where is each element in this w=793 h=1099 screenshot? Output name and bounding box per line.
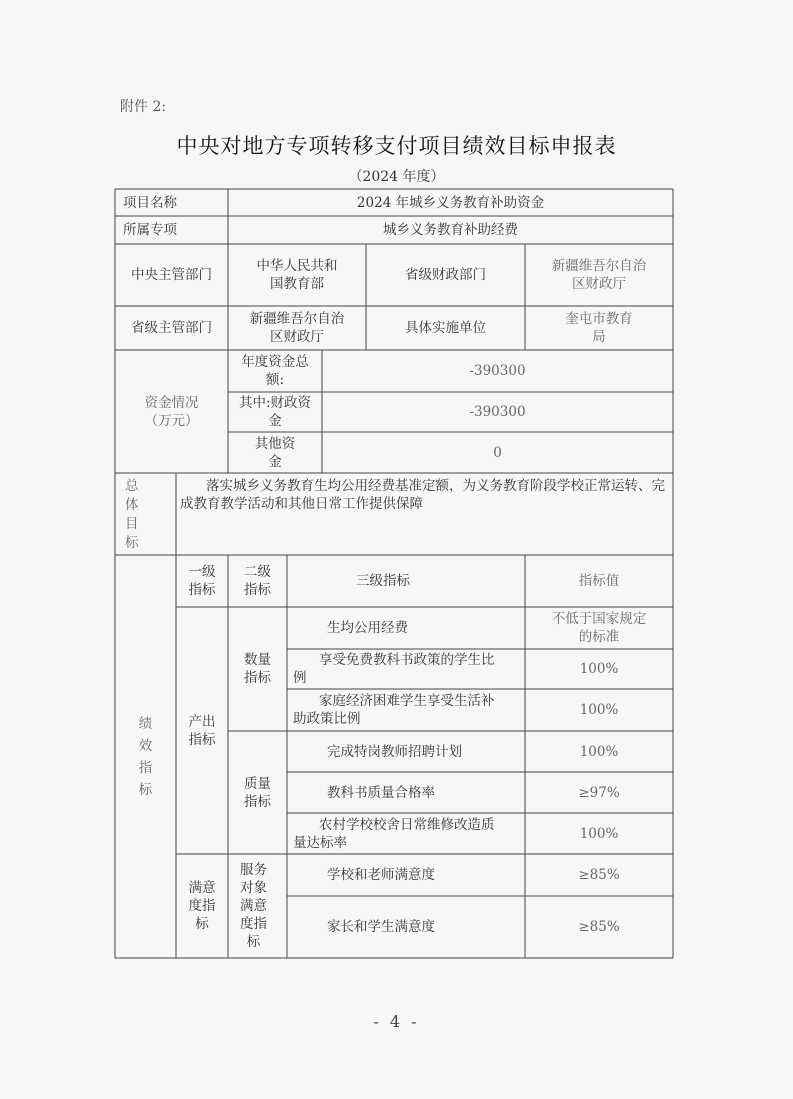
- header-level1: 一级指标: [188, 564, 216, 598]
- indicator-value: 100%: [579, 743, 619, 760]
- overall-goal-label: [115, 473, 176, 555]
- page-number: - 4 -: [373, 1012, 420, 1031]
- funds-fiscal-label: 其中:财政资金: [238, 395, 312, 429]
- header-level3: 三级指标: [356, 573, 410, 589]
- special-item-label: 所属专项: [123, 222, 177, 238]
- perf-label-text: 绩效指标: [138, 715, 153, 798]
- form-year: （2024 年度）: [348, 169, 445, 185]
- indicator-name: 农村学校校舍日常维修改造质量达标率: [293, 816, 495, 851]
- impl-unit-value: 奎屯市教育局: [565, 311, 633, 345]
- indicator-name: 享受免费教科书政策的学生比例: [293, 652, 495, 686]
- project-name-value: 2024 年城乡义务教育补助资金: [356, 194, 545, 211]
- indicator-name: 生均公用经费: [327, 620, 408, 636]
- central-dept-label: 中央主管部门: [131, 267, 212, 283]
- project-name-label: 项目名称: [123, 194, 177, 211]
- service-label: 服务对象满意度指标: [240, 862, 267, 950]
- indicator-value: 100%: [579, 702, 619, 718]
- central-dept-value: 中华人民共和国教育部: [256, 258, 338, 292]
- header-value: 指标值: [578, 573, 620, 589]
- form-title: 中央对地方专项转移支付项目绩效目标申报表: [176, 134, 617, 158]
- output-label: 产出指标: [188, 713, 216, 748]
- indicator-name: 教科书质量合格率: [327, 784, 435, 801]
- prov-dept-label: 省级主管部门: [131, 320, 212, 336]
- indicator-value: ≥97%: [578, 784, 620, 801]
- overall-goal-text: [176, 473, 673, 555]
- attachment-label: 附件 2:: [120, 99, 167, 115]
- indicator-name: 家庭经济困难学生享受生活补助政策比例: [293, 693, 495, 727]
- funds-total-value: -390300: [469, 363, 526, 379]
- indicator-value: 100%: [579, 661, 619, 677]
- impl-unit-label: 具体实施单位: [405, 320, 486, 336]
- indicator-name: 完成特岗教师招聘计划: [327, 743, 462, 760]
- special-item-value: 城乡义务教育补助经费: [383, 222, 518, 238]
- prov-dept-value: 新疆维吾尔自治区财政厅: [249, 311, 345, 345]
- indicator-value: ≥85%: [578, 919, 620, 935]
- indicator-value: ≥85%: [578, 867, 620, 883]
- indicator-name: 家长和学生满意度: [327, 919, 435, 935]
- header-level2: 二级指标: [244, 564, 271, 598]
- perf-label: [115, 555, 176, 958]
- quality-label: 质量指标: [244, 775, 271, 810]
- overall-goal-label-text: 总体目标: [125, 478, 139, 551]
- funds-total-label: 年度资金总额:: [241, 354, 309, 388]
- indicator-name: 学校和老师满意度: [327, 867, 435, 883]
- satisfaction-label: 满意度指标: [188, 880, 216, 932]
- funds-other-label: 其他资金: [254, 435, 296, 470]
- funds-label: 资金情况（万元）: [144, 394, 199, 429]
- funds-other-value: 0: [493, 444, 502, 461]
- indicator-value: 不低于国家规定的标准: [551, 611, 647, 645]
- quantity-label: 数量指标: [244, 652, 271, 686]
- prov-finance-label: 省级财政部门: [405, 267, 486, 283]
- funds-fiscal-value: -390300: [469, 404, 526, 420]
- prov-finance-value: 新疆维吾尔自治区财政厅: [551, 258, 647, 292]
- indicator-value: 100%: [579, 825, 619, 842]
- overall-goal-paragraph: 落实城乡义务教育生均公用经费基准定额，为义务教育阶段学校正常运转、完成教育教学活动和其他日常工作提供保障: [180, 478, 665, 512]
